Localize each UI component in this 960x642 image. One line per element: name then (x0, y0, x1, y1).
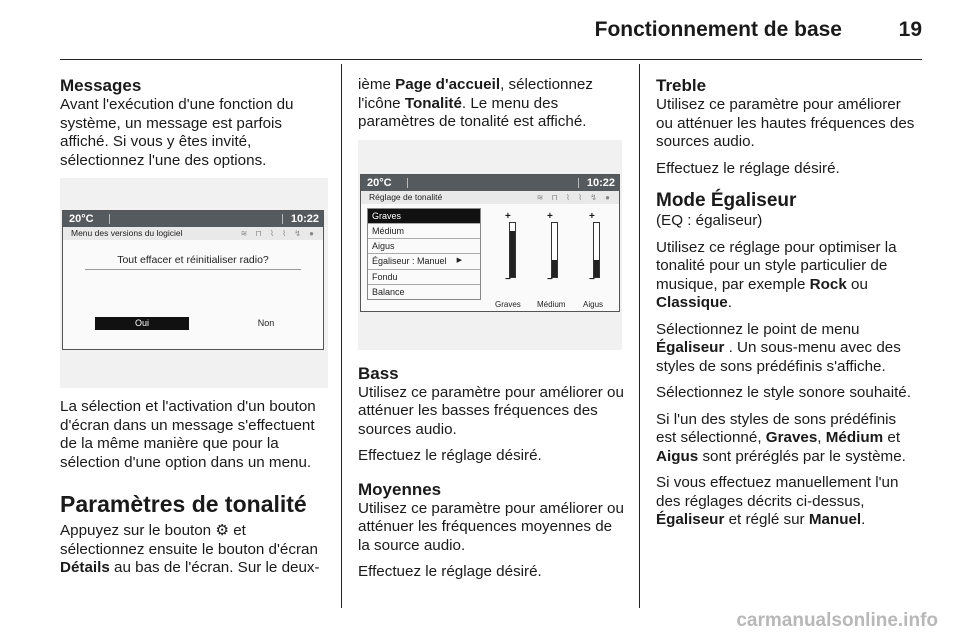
slider-fill (510, 231, 515, 277)
screen-subtitle-bar (361, 191, 619, 204)
column-divider-1 (341, 64, 342, 608)
watermark: carmanualsonline.info (736, 610, 938, 631)
plus-icon: + (589, 210, 595, 222)
clock: 10:22 (586, 176, 615, 189)
temperature: 20°C (69, 213, 94, 225)
status-bar (361, 175, 619, 191)
mid-heading: Moyennes (358, 479, 442, 499)
screen-subtitle-bar (63, 227, 323, 240)
screen-subtitle: Menu des versions du logiciel (71, 228, 183, 238)
menu-item-aigus[interactable]: Aigus (368, 239, 480, 254)
header-title: Fonctionnement de base (594, 18, 842, 41)
settings-gear-icon: ⚙ (215, 522, 229, 539)
no-button[interactable]: Non (257, 318, 275, 328)
tone-settings-intro: Appuyez sur le bouton ⚙ et sélectionnez ensuite le bouton d'écran Détails au bas de l'écran. Sur le deux- (60, 522, 320, 576)
dialog-divider (85, 269, 301, 270)
column-3 (656, 76, 920, 538)
minus-icon: − (505, 274, 511, 285)
menu-item-egaliseur[interactable] (368, 254, 480, 269)
minus-icon: − (589, 274, 595, 285)
page-number: 19 (898, 18, 922, 41)
column-1 (60, 76, 328, 578)
slider-label-graves: Graves (495, 299, 521, 309)
slider-graves[interactable] (501, 208, 521, 290)
bass-text: Utilisez ce paramètre pour améliorer ou atténuer les basses fréquences des sources audio. (358, 383, 624, 438)
menu-item-balance[interactable]: Balance (372, 286, 405, 297)
message-figure (60, 178, 328, 388)
column-2 (358, 76, 624, 590)
column-divider-2 (639, 64, 640, 608)
treble-heading: Treble (656, 76, 707, 95)
screen-subtitle: Réglage de tonalité (369, 191, 443, 202)
menu-item-fondu[interactable]: Fondu (368, 270, 480, 285)
tone-menu-list (367, 208, 481, 301)
message-screen (62, 210, 324, 350)
mid-text: Utilisez ce paramètre pour améliorer ou atténuer les fréquences moyennes de la source audio. (358, 499, 624, 554)
tone-figure (358, 140, 622, 350)
minus-icon: − (547, 274, 553, 285)
header-rule (60, 59, 922, 60)
clock: 10:22 (290, 213, 319, 225)
triangle-right-icon: ▶ (456, 257, 462, 265)
treble-action: Effectuez le réglage désiré. (656, 159, 840, 177)
menu-item-medium[interactable]: Médium (368, 224, 480, 239)
dialog-question: Tout effacer et réinitialiser radio? (117, 254, 269, 266)
messages-heading: Messages (60, 76, 142, 95)
mid-action: Effectuez le réglage désiré. (358, 563, 542, 580)
yes-button[interactable]: Oui (95, 317, 189, 330)
status-bar (63, 211, 323, 227)
tone-settings-heading: Paramètres de tonalité (60, 491, 307, 517)
messages-intro: Avant l'exécution d'une fonction du système, un message est parfois affiché. Si vous y êtes invité, sélectionnez l'une des options. (60, 96, 294, 169)
menu-item-label: Égaliseur : Manuel (372, 256, 447, 267)
tone-screen (360, 174, 620, 312)
eq-paragraph-4: Si l'un des styles de sons prédéfinis est sélectionné, Graves, Médium et Aigus sont préréglés par le système. (656, 410, 906, 465)
treble-text: Utilisez ce paramètre pour améliorer ou atténuer les hautes fréquences des sources audio. (656, 96, 915, 150)
eq-paragraph-2: Sélectionnez le point de menu Égaliseur . Un sous-menu avec des styles de sons prédéfinis s'affiche. (656, 320, 901, 375)
bass-action: Effectuez le réglage désiré. (358, 447, 542, 464)
slider-label-medium: Médium (537, 299, 566, 309)
plus-icon: + (547, 210, 553, 222)
slider-aigus[interactable] (585, 208, 605, 290)
temperature: 20°C (367, 176, 392, 189)
eq-paragraph-5: Si vous effectuez manuellement l'un des réglages décrits ci-dessus, Égaliseur et réglé sur Manuel. (656, 474, 899, 528)
status-icons: ≋ ⊓ ⌇ ⌇ ↯ ● (240, 229, 317, 238)
messages-after-figure: La sélection et l'activation d'un bouton d'écran dans un message s'effectuent de la même manière que pour la sélection d'une option dans un menu. (60, 398, 316, 471)
eq-paragraph-1: Utilisez ce réglage pour optimiser la tonalité pour un style particulier de musique, par exemple Rock ou Classique. (656, 238, 897, 311)
eq-heading: Mode Égaliseur (656, 190, 797, 211)
slider-medium[interactable] (543, 208, 563, 290)
status-icons: ≋ ⊓ ⌇ ⌇ ↯ ● (536, 192, 613, 202)
slider-label-aigus: Aigus (583, 299, 604, 309)
menu-item-graves[interactable]: Graves (368, 209, 480, 224)
plus-icon: + (505, 210, 511, 222)
eq-subtitle: (EQ : égaliseur) (656, 212, 763, 229)
eq-paragraph-3: Sélectionnez le style sonore souhaité. (656, 384, 911, 401)
tone-menu-text: ième Page d'accueil, sélectionnez l'icône Tonalité. Le menu des paramètres de tonalité est affiché. (358, 76, 593, 130)
bass-heading: Bass (358, 363, 399, 383)
